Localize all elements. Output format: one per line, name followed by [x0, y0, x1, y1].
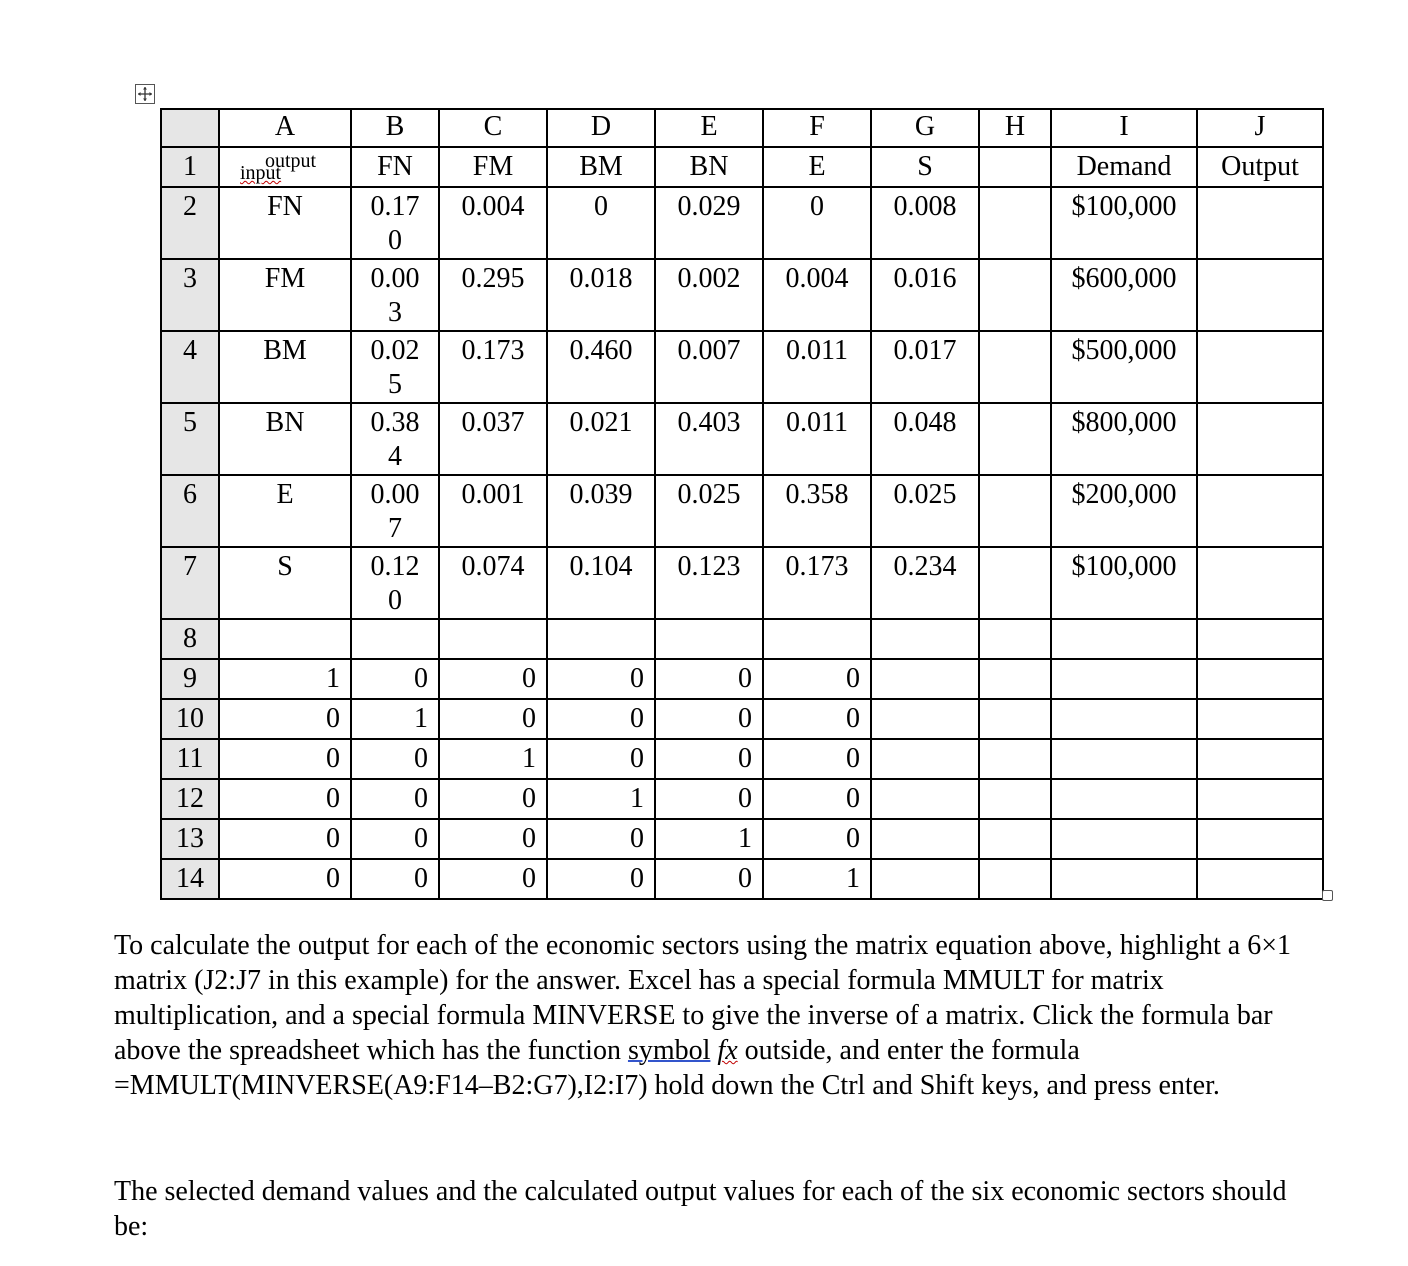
cell[interactable]: 0.173: [763, 547, 871, 619]
cell[interactable]: [871, 779, 979, 819]
demand-cell[interactable]: $200,000: [1051, 475, 1197, 547]
cell[interactable]: [1051, 659, 1197, 699]
cell[interactable]: [1197, 819, 1323, 859]
cell[interactable]: 0.021: [547, 403, 655, 475]
output-cell[interactable]: [1197, 259, 1323, 331]
cell[interactable]: FN: [351, 147, 439, 187]
row-header[interactable]: 13: [161, 819, 219, 859]
cell[interactable]: [1197, 739, 1323, 779]
row-header[interactable]: 10: [161, 699, 219, 739]
cell[interactable]: 0.007: [351, 475, 439, 547]
table-row: [161, 699, 1323, 739]
cell[interactable]: [871, 619, 979, 659]
table-row: [161, 403, 1323, 475]
cell[interactable]: [871, 739, 979, 779]
cell[interactable]: [1051, 699, 1197, 739]
cell[interactable]: [219, 619, 351, 659]
row-header[interactable]: 2: [161, 187, 219, 259]
cell[interactable]: E: [763, 147, 871, 187]
row-header[interactable]: 7: [161, 547, 219, 619]
demand-cell[interactable]: $600,000: [1051, 259, 1197, 331]
cell[interactable]: BM: [219, 331, 351, 403]
cell[interactable]: 1: [655, 819, 763, 859]
cell[interactable]: 0: [439, 819, 547, 859]
demand-cell[interactable]: $800,000: [1051, 403, 1197, 475]
row-header[interactable]: 12: [161, 779, 219, 819]
cell[interactable]: 0: [547, 819, 655, 859]
cell[interactable]: 0.460: [547, 331, 655, 403]
cell[interactable]: 0.170: [351, 187, 439, 259]
cell[interactable]: [979, 699, 1051, 739]
cell[interactable]: 0.003: [351, 259, 439, 331]
cell[interactable]: 0: [219, 699, 351, 739]
instructions-text-2: outside, and enter the formula =MMULT(MINVERSE(A9:F14–B2:G7),I2:I7) hold down the Ctrl and Shift keys, and press enter.: [114, 1035, 1220, 1101]
cell[interactable]: 0: [763, 699, 871, 739]
cell[interactable]: 0: [655, 779, 763, 819]
cell[interactable]: [979, 659, 1051, 699]
cell[interactable]: [979, 475, 1051, 547]
cell[interactable]: [979, 547, 1051, 619]
output-cell[interactable]: [1197, 547, 1323, 619]
instructions-paragraph: [114, 928, 1304, 1103]
cell[interactable]: 0: [219, 779, 351, 819]
column-header[interactable]: I: [1051, 109, 1197, 147]
cell[interactable]: [979, 187, 1051, 259]
cell[interactable]: Demand: [1051, 147, 1197, 187]
cell[interactable]: [1051, 619, 1197, 659]
cell[interactable]: 0.403: [655, 403, 763, 475]
cell[interactable]: 0.004: [439, 187, 547, 259]
cell[interactable]: 0.008: [871, 187, 979, 259]
cell[interactable]: 0.123: [655, 547, 763, 619]
cell[interactable]: 1: [351, 699, 439, 739]
symbol-word: symbol: [627, 1035, 711, 1066]
cell[interactable]: Output: [1197, 147, 1323, 187]
cell[interactable]: 0.011: [763, 403, 871, 475]
cell[interactable]: 0.029: [655, 187, 763, 259]
cell[interactable]: [1051, 739, 1197, 779]
row-header[interactable]: 3: [161, 259, 219, 331]
cell[interactable]: 0: [655, 699, 763, 739]
cell[interactable]: 0: [547, 739, 655, 779]
table-resize-handle[interactable]: [1322, 890, 1333, 901]
cell[interactable]: 1: [219, 659, 351, 699]
cell[interactable]: 0: [439, 859, 547, 899]
cell[interactable]: 0: [439, 779, 547, 819]
cell[interactable]: 0: [763, 779, 871, 819]
cell[interactable]: S: [219, 547, 351, 619]
cell[interactable]: [871, 859, 979, 899]
cell[interactable]: 0.234: [871, 547, 979, 619]
cell[interactable]: 0: [655, 659, 763, 699]
cell[interactable]: [979, 819, 1051, 859]
cell[interactable]: 0.074: [439, 547, 547, 619]
table-row: [161, 739, 1323, 779]
cell[interactable]: 0: [547, 699, 655, 739]
table-row: [161, 147, 1323, 187]
cell[interactable]: 0: [547, 859, 655, 899]
table-row: [161, 475, 1323, 547]
row-header[interactable]: 11: [161, 739, 219, 779]
cell[interactable]: [1197, 779, 1323, 819]
cell[interactable]: BN: [219, 403, 351, 475]
cell[interactable]: 0.037: [439, 403, 547, 475]
table-row: [161, 659, 1323, 699]
cell[interactable]: 0: [763, 739, 871, 779]
cell[interactable]: [871, 659, 979, 699]
cell[interactable]: 0.007: [655, 331, 763, 403]
output-cell[interactable]: [1197, 187, 1323, 259]
cell[interactable]: 0.001: [439, 475, 547, 547]
column-header[interactable]: A: [219, 109, 351, 147]
cell[interactable]: BN: [655, 147, 763, 187]
cell[interactable]: BM: [547, 147, 655, 187]
output-cell[interactable]: [1197, 403, 1323, 475]
cell[interactable]: [979, 147, 1051, 187]
output-cell[interactable]: [1197, 475, 1323, 547]
column-header[interactable]: G: [871, 109, 979, 147]
column-header[interactable]: B: [351, 109, 439, 147]
column-header[interactable]: H: [979, 109, 1051, 147]
cell[interactable]: 0: [351, 819, 439, 859]
table-move-handle[interactable]: [135, 84, 155, 104]
demand-cell[interactable]: $100,000: [1051, 187, 1197, 259]
demand-cell[interactable]: $100,000: [1051, 547, 1197, 619]
cell[interactable]: [351, 619, 439, 659]
cell[interactable]: [655, 619, 763, 659]
cell[interactable]: 0: [351, 779, 439, 819]
cell[interactable]: FN: [219, 187, 351, 259]
spreadsheet-table: [160, 108, 1324, 900]
cell[interactable]: 0: [547, 187, 655, 259]
cell[interactable]: 1: [439, 739, 547, 779]
cell[interactable]: 0.120: [351, 547, 439, 619]
table-row: [161, 187, 1323, 259]
cell[interactable]: 0.039: [547, 475, 655, 547]
cell[interactable]: 1: [763, 859, 871, 899]
table-row: [161, 859, 1323, 899]
cell[interactable]: 0.025: [351, 331, 439, 403]
cell[interactable]: [763, 619, 871, 659]
cell[interactable]: [979, 779, 1051, 819]
column-header[interactable]: D: [547, 109, 655, 147]
column-header[interactable]: J: [1197, 109, 1323, 147]
column-header[interactable]: F: [763, 109, 871, 147]
cell[interactable]: 0: [219, 859, 351, 899]
cell[interactable]: 0: [763, 659, 871, 699]
row-header[interactable]: 6: [161, 475, 219, 547]
table-row: [161, 547, 1323, 619]
cell[interactable]: 0: [655, 739, 763, 779]
cell[interactable]: 0: [219, 819, 351, 859]
output-cell[interactable]: [1197, 331, 1323, 403]
column-header[interactable]: E: [655, 109, 763, 147]
cell[interactable]: 0: [439, 659, 547, 699]
cell[interactable]: E: [219, 475, 351, 547]
row-header[interactable]: 1: [161, 147, 219, 187]
cell[interactable]: 0.025: [655, 475, 763, 547]
cell[interactable]: [979, 331, 1051, 403]
cell[interactable]: 0.025: [871, 475, 979, 547]
cell[interactable]: 0: [351, 739, 439, 779]
table-row: [161, 259, 1323, 331]
cell[interactable]: [1051, 859, 1197, 899]
cell[interactable]: 0.104: [547, 547, 655, 619]
cell[interactable]: FM: [219, 259, 351, 331]
output-label: output: [265, 150, 317, 172]
cell[interactable]: 0: [351, 859, 439, 899]
input-output-cell[interactable]: [219, 147, 351, 187]
cell[interactable]: 0.173: [439, 331, 547, 403]
table-row: [161, 819, 1323, 859]
column-header[interactable]: C: [439, 109, 547, 147]
cell[interactable]: 0.295: [439, 259, 547, 331]
cell[interactable]: [979, 259, 1051, 331]
result-paragraph: The selected demand values and the calculated output values for each of the six economic sectors should be:: [114, 1176, 1287, 1242]
cell[interactable]: [871, 819, 979, 859]
cell[interactable]: 0.017: [871, 331, 979, 403]
cell[interactable]: 1: [547, 779, 655, 819]
cell[interactable]: [979, 739, 1051, 779]
cell[interactable]: 0: [439, 699, 547, 739]
cell[interactable]: 0: [655, 859, 763, 899]
cell[interactable]: 0.016: [871, 259, 979, 331]
row-header[interactable]: 4: [161, 331, 219, 403]
move-icon: [137, 86, 153, 102]
cell[interactable]: 0: [351, 659, 439, 699]
cell[interactable]: 0.002: [655, 259, 763, 331]
cell[interactable]: 0: [219, 739, 351, 779]
row-header[interactable]: 9: [161, 659, 219, 699]
cell[interactable]: [547, 619, 655, 659]
cell[interactable]: [979, 619, 1051, 659]
cell[interactable]: [979, 859, 1051, 899]
cell[interactable]: 0.048: [871, 403, 979, 475]
cell[interactable]: 0.004: [763, 259, 871, 331]
cell[interactable]: [979, 403, 1051, 475]
cell[interactable]: 0: [763, 819, 871, 859]
cell[interactable]: 0.358: [763, 475, 871, 547]
cell[interactable]: 0.018: [547, 259, 655, 331]
cell[interactable]: 0: [547, 659, 655, 699]
cell[interactable]: 0: [763, 187, 871, 259]
cell[interactable]: [1197, 619, 1323, 659]
cell[interactable]: [1051, 819, 1197, 859]
table-row: [161, 619, 1323, 659]
instructions-text-1: To calculate the output for each of the economic sectors using the matrix equation above, highlight a 6×1 matrix (J2:J7 in this example) for the answer. Excel has a special formula MMULT for matrix multiplication, and a special formula MINVERSE to give the inverse of a matrix. Click the formula bar above the spreadsheet which has the function: [114, 930, 1292, 1066]
fx-icon: fx: [717, 1035, 738, 1066]
cell[interactable]: FM: [439, 147, 547, 187]
cell[interactable]: [1197, 859, 1323, 899]
row-header[interactable]: 14: [161, 859, 219, 899]
input-label: input: [240, 162, 282, 184]
corner-cell[interactable]: [161, 109, 219, 147]
cell[interactable]: 0.011: [763, 331, 871, 403]
table-row: [161, 331, 1323, 403]
cell[interactable]: 0.384: [351, 403, 439, 475]
cell[interactable]: [1051, 779, 1197, 819]
row-header[interactable]: 8: [161, 619, 219, 659]
demand-cell[interactable]: $500,000: [1051, 331, 1197, 403]
cell[interactable]: [871, 699, 979, 739]
row-header[interactable]: 5: [161, 403, 219, 475]
cell[interactable]: [1197, 699, 1323, 739]
column-header-row: [161, 109, 1323, 147]
table-row: [161, 779, 1323, 819]
cell[interactable]: [439, 619, 547, 659]
cell[interactable]: S: [871, 147, 979, 187]
cell[interactable]: [1197, 659, 1323, 699]
